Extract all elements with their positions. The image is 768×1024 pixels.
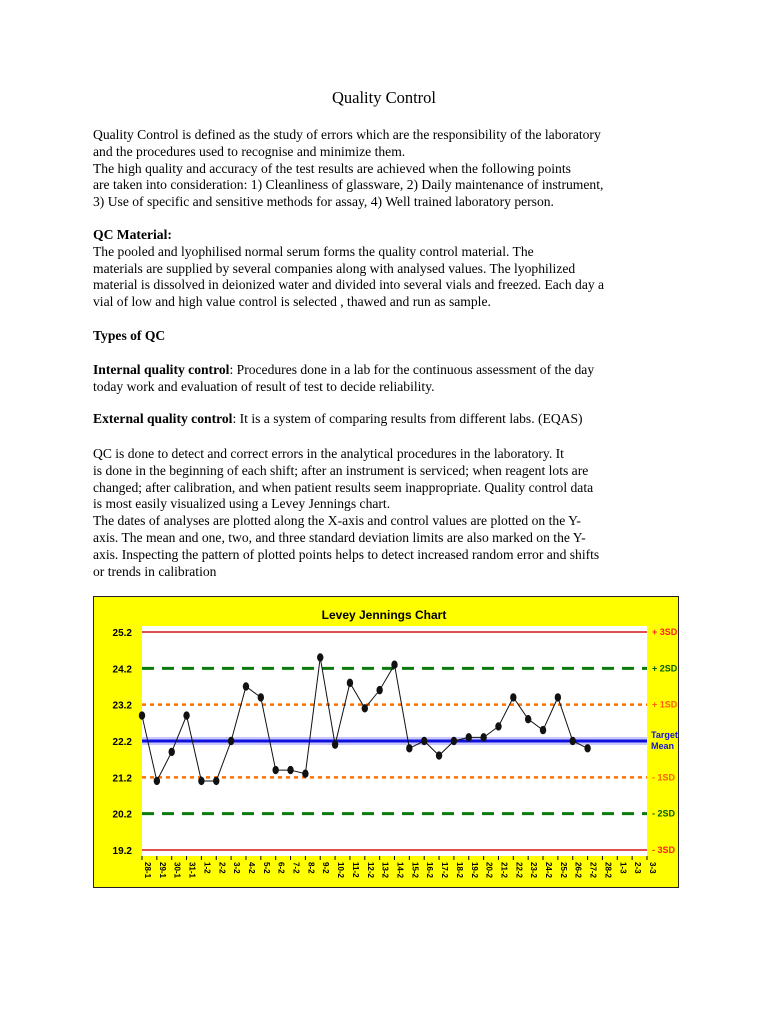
closing-line: axis. The mean and one, two, and three standard deviation limits are also marked on the Y-	[93, 529, 586, 545]
y-tick-label: 19.2	[112, 846, 132, 857]
page-title: Quality Control	[331, 88, 437, 107]
x-tick-label: 9-2	[321, 862, 331, 874]
data-point	[347, 679, 353, 687]
internal-qc-paragraph	[93, 362, 683, 396]
data-point	[169, 748, 175, 756]
data-point	[406, 744, 412, 752]
x-tick-label: 17-2	[440, 862, 450, 879]
x-tick-label: 31-1	[187, 862, 197, 879]
data-point	[228, 737, 234, 745]
types-heading	[93, 328, 683, 345]
data-point	[376, 686, 382, 694]
reference-label: + 1SD	[652, 699, 678, 710]
intro-line: 3) Use of specific and sensitive methods for assay, 4) Well trained laboratory person.	[93, 194, 554, 210]
x-tick-label: 2-2	[217, 862, 227, 874]
data-point	[243, 682, 249, 690]
x-tick-label: 16-2	[425, 862, 435, 879]
y-tick-label: 23.2	[112, 700, 132, 712]
x-tick-label: 1-2	[202, 862, 212, 874]
data-point	[183, 711, 189, 719]
x-tick-label: 4-2	[246, 862, 256, 874]
data-point	[570, 737, 576, 745]
x-tick-label: 5-2	[261, 862, 271, 874]
reference-label: - 1SD	[652, 772, 676, 783]
qc-material-line: The pooled and lyophilised normal serum forms the quality control material. The	[93, 243, 534, 259]
data-point	[258, 693, 264, 701]
x-tick-label: 1-3	[618, 862, 628, 874]
x-tick-label: 21-2	[499, 862, 509, 879]
x-tick-label: 13-2	[380, 862, 390, 879]
intro-line: are taken into consideration: 1) Cleanliness of glassware, 2) Daily maintenance of instrument,	[93, 177, 604, 193]
closing-line: is most easily visualized using a Levey Jennings chart.	[93, 496, 391, 512]
x-tick-label: 27-2	[588, 862, 598, 879]
reference-label: - 3SD	[652, 845, 676, 855]
data-point	[287, 766, 293, 774]
qc-material-line: vial of low and high value control is selected , thawed and run as sample.	[93, 294, 491, 310]
intro-line: Quality Control is defined as the study of errors which are the responsibility of the laboratory	[93, 127, 601, 142]
data-point	[154, 777, 160, 785]
data-point	[540, 726, 546, 734]
external-qc-text: : It is a system of comparing results from different labs. (EQAS)	[232, 411, 583, 426]
data-point	[495, 722, 501, 730]
data-point	[362, 704, 368, 712]
data-point	[302, 770, 308, 778]
x-tick-label: 6-2	[276, 862, 286, 874]
reference-label: - 2SD	[652, 808, 676, 819]
chart-title: Levey Jennings Chart	[321, 608, 447, 622]
qc-material-heading: QC Material:	[93, 227, 172, 242]
data-point	[421, 737, 427, 745]
qc-material-section	[93, 227, 683, 311]
x-tick-label: 8-2	[306, 862, 316, 874]
x-tick-label: 2-3	[633, 862, 643, 874]
intro-line: The high quality and accuracy of the test results are achieved when the following points	[93, 160, 571, 176]
x-tick-label: 14-2	[395, 862, 405, 879]
data-point	[584, 744, 590, 752]
x-tick-label: 26-2	[573, 862, 583, 879]
qc-material-line: materials are supplied by several companies along with analysed values. The lyophilized	[93, 260, 576, 276]
closing-line: QC is done to detect and correct errors in the analytical procedures in the laboratory. It	[93, 446, 564, 461]
data-point	[198, 777, 204, 785]
closing-line: axis. Inspecting the pattern of plotted points helps to detect increased random error and shifts	[93, 546, 600, 562]
x-tick-label: 15-2	[410, 862, 420, 879]
data-point	[555, 693, 561, 701]
y-tick-label: 25.2	[112, 628, 132, 639]
qc-material-line: material is dissolved in deionized water and divided into several vials and freezed. Each day a	[93, 277, 605, 293]
x-tick-label: 11-2	[350, 862, 360, 878]
reference-label: + 2SD	[652, 663, 678, 674]
chart-canvas	[94, 597, 680, 889]
reference-label: Target Mean	[651, 730, 678, 751]
x-tick-label: 30-1	[172, 862, 182, 879]
data-point	[272, 766, 278, 774]
external-qc-paragraph	[93, 411, 683, 428]
data-point	[525, 715, 531, 723]
internal-qc-text: today work and evaluation of result of test to decide reliability.	[93, 378, 435, 394]
x-tick-label: 12-2	[365, 862, 375, 879]
data-point	[332, 740, 338, 748]
data-point	[451, 737, 457, 745]
closing-line: is done in the beginning of each shift; after an instrument is serviced; when reagent lots are	[93, 462, 589, 478]
levey-jennings-chart	[93, 596, 679, 888]
x-tick-label: 10-2	[336, 862, 346, 879]
external-qc-label: External quality control	[93, 411, 233, 426]
types-heading-text: Types of QC	[93, 328, 166, 343]
x-tick-label: 3-2	[232, 862, 242, 874]
x-tick-label: 23-2	[529, 862, 539, 879]
data-point	[480, 733, 486, 741]
y-tick-label: 24.2	[112, 664, 132, 676]
x-tick-label: 29-1	[157, 862, 167, 879]
x-tick-label: 19-2	[469, 862, 479, 879]
data-point	[510, 693, 516, 701]
data-point	[317, 653, 323, 661]
data-point	[391, 661, 397, 669]
x-tick-label: 7-2	[291, 862, 301, 874]
intro-line: and the procedures used to recognise and minimize them.	[93, 143, 406, 159]
reference-label: + 3SD	[652, 627, 678, 637]
x-tick-label: 25-2	[558, 862, 568, 879]
x-tick-label: 22-2	[514, 862, 524, 879]
x-tick-label: 28-1	[143, 862, 152, 879]
x-tick-label: 3-3	[648, 862, 657, 874]
closing-line: or trends in calibration	[93, 563, 217, 579]
data-point	[213, 777, 219, 785]
closing-line: The dates of analyses are plotted along the X-axis and control values are plotted on the Y-	[93, 513, 581, 529]
y-tick-label: 21.2	[112, 773, 132, 785]
internal-qc-label: Internal quality control	[93, 362, 230, 377]
x-tick-label: 28-2	[603, 862, 613, 879]
closing-paragraph	[93, 446, 683, 580]
intro-paragraph	[93, 127, 683, 211]
data-point	[466, 733, 472, 741]
internal-qc-text: : Procedures done in a lab for the continuous assessment of the day	[229, 362, 595, 377]
data-point	[139, 711, 145, 719]
y-tick-label: 20.2	[112, 809, 132, 821]
y-tick-label: 22.2	[112, 737, 132, 748]
x-tick-label: 18-2	[454, 862, 464, 879]
closing-line: changed; after calibration, and when patient results seem inappropriate. Quality control data	[93, 479, 594, 495]
data-point	[436, 751, 442, 759]
x-tick-label: 20-2	[484, 862, 494, 879]
x-tick-label: 24-2	[544, 862, 554, 879]
